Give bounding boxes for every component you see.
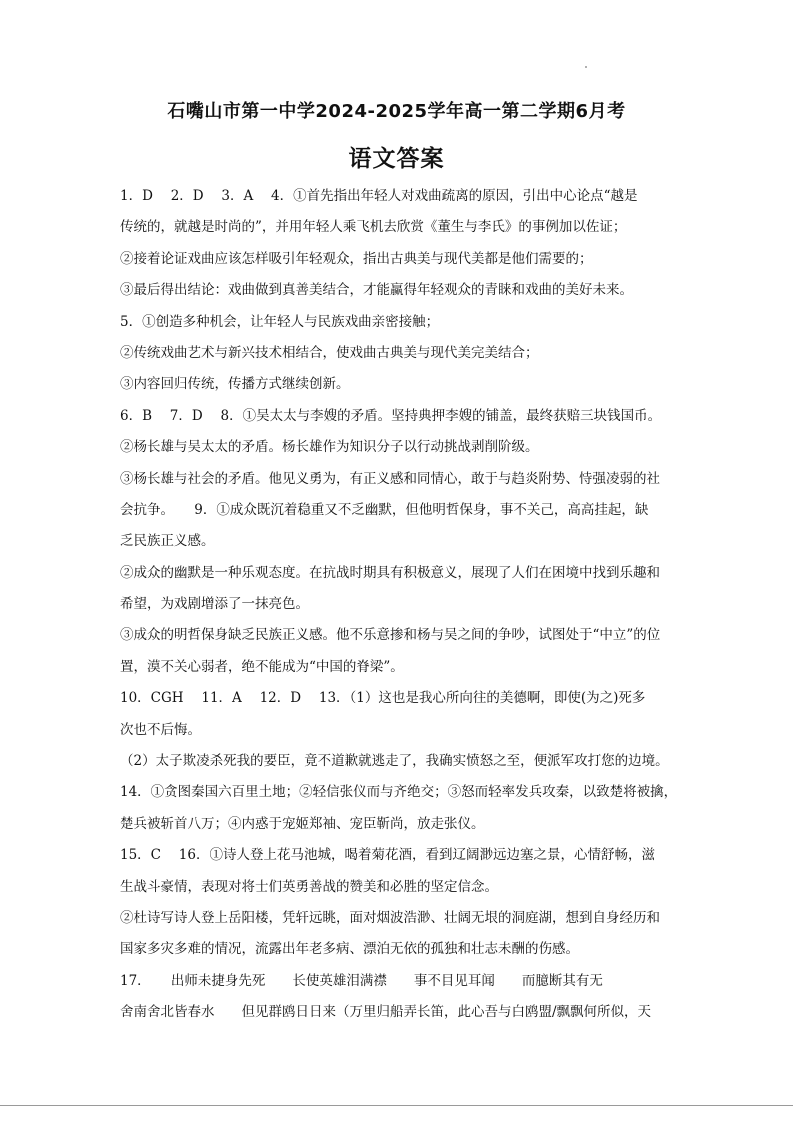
answer-line: 传统的，就越是时尚的”，并用年轻人乘飞机去欣赏《董生与李氏》的事例加以佐证； <box>120 219 627 236</box>
answer-line: （2）太子欺凌杀死我的要臣，竟不道歉就逃走了，我确实愤怒之至，便派军攻打您的边境。 <box>120 753 669 770</box>
answer-line: 14．①贪图秦国六百里土地；②轻信张仪而与齐绝交；③怒而轻率发兵攻秦，以致楚将被擒， <box>120 784 678 801</box>
answer-body <box>120 181 680 1029</box>
answer-line: 次也不后悔。 <box>120 721 201 738</box>
answer-line: 舍南舍北皆春水 但见群鸥日日来（万里归船弄长笛，此心吾与白鸥盟/飘飘何所似，天 <box>120 1004 652 1021</box>
answer-line: 乏民族正义感。 <box>120 533 215 550</box>
answer-line: 楚兵被斩首八万；④内惑于宠姬郑袖、宠臣靳尚，放走张仪。 <box>120 815 485 832</box>
answer-line: 5．①创造多种机会，让年轻人与民族戏曲亲密接触； <box>120 313 440 330</box>
answer-line: 1．D 2．D 3．A 4．①首先指出年轻人对戏曲疏离的原因，引出中心论点“越是 <box>120 188 638 204</box>
answer-line: ②接着论证戏曲应该怎样吸引年轻观众，指出古典美与现代美都是他们需要的； <box>120 250 593 267</box>
answer-line: 希望，为戏剧增添了一抹亮色。 <box>120 596 309 613</box>
answer-line: ③最后得出结论：戏曲做到真善美结合，才能赢得年轻观众的青睐和戏曲的美好未来。 <box>120 282 633 299</box>
page-bottom-divider <box>0 1105 793 1106</box>
answer-line: 10．CGH 11．A 12．D 13．（1）这也是我心所向往的美德啊，即使(为之)死多 <box>120 690 646 707</box>
answer-line: ③内容回归传统，传播方式继续创新。 <box>120 376 350 393</box>
answer-line: ②传统戏曲艺术与新兴技术相结合，使戏曲古典美与现代美完美结合； <box>120 344 539 361</box>
answer-line: 生战斗豪情，表现对将士们英勇善战的赞美和必胜的坚定信念。 <box>120 878 498 895</box>
answer-line: 17． 出师未捷身先死 长使英雄泪满襟 事不目见耳闻 而臆断其有无 <box>120 972 603 989</box>
answer-line: 6．B 7．D 8．①吴太太与李嫂的矛盾。坚持典押李嫂的铺盖，最终获赔三块钱国币。 <box>120 407 662 424</box>
answer-line: ②成众的幽默是一种乐观态度。在抗战时期具有积极意义，展现了人们在困境中找到乐趣和 <box>120 564 660 581</box>
document-subtitle: 语文答案 <box>348 146 445 172</box>
answer-line: 会抗争。 9．①成众既沉着稳重又不乏幽默，但他明哲保身，事不关己，高高挂起，缺 <box>120 501 649 518</box>
answer-line: 置，漠不关心弱者，绝不能成为“中国的脊梁”。 <box>120 658 404 675</box>
answer-line: ③成众的明哲保身缺乏民族正义感。他不乐意掺和杨与吴之间的争吵，试图处于“中立”的位 <box>120 627 661 644</box>
answer-line: 国家多灾多难的情况，流露出年老多病、漂泊无依的孤独和壮志未酬的伤感。 <box>120 941 579 958</box>
scan-speck <box>585 66 587 68</box>
answer-line: ③杨长雄与社会的矛盾。他见义勇为，有正义感和同情心，敢于与趋炎附势、恃强凌弱的社 <box>120 470 660 487</box>
answer-line: ②杜诗写诗人登上岳阳楼，凭轩远眺，面对烟波浩渺、壮阔无垠的洞庭湖，想到自身经历和 <box>120 909 660 926</box>
answer-line: ②杨长雄与吴太太的矛盾。杨长雄作为知识分子以行动挑战剥削阶级。 <box>120 439 539 456</box>
answer-line: 15．C 16．①诗人登上花马池城，喝着菊花酒，看到辽阔渺远边塞之景，心情舒畅，滋 <box>120 847 655 864</box>
document-title: 石嘴山市第一中学2024-2025学年高一第二学期6月考 <box>167 101 626 122</box>
